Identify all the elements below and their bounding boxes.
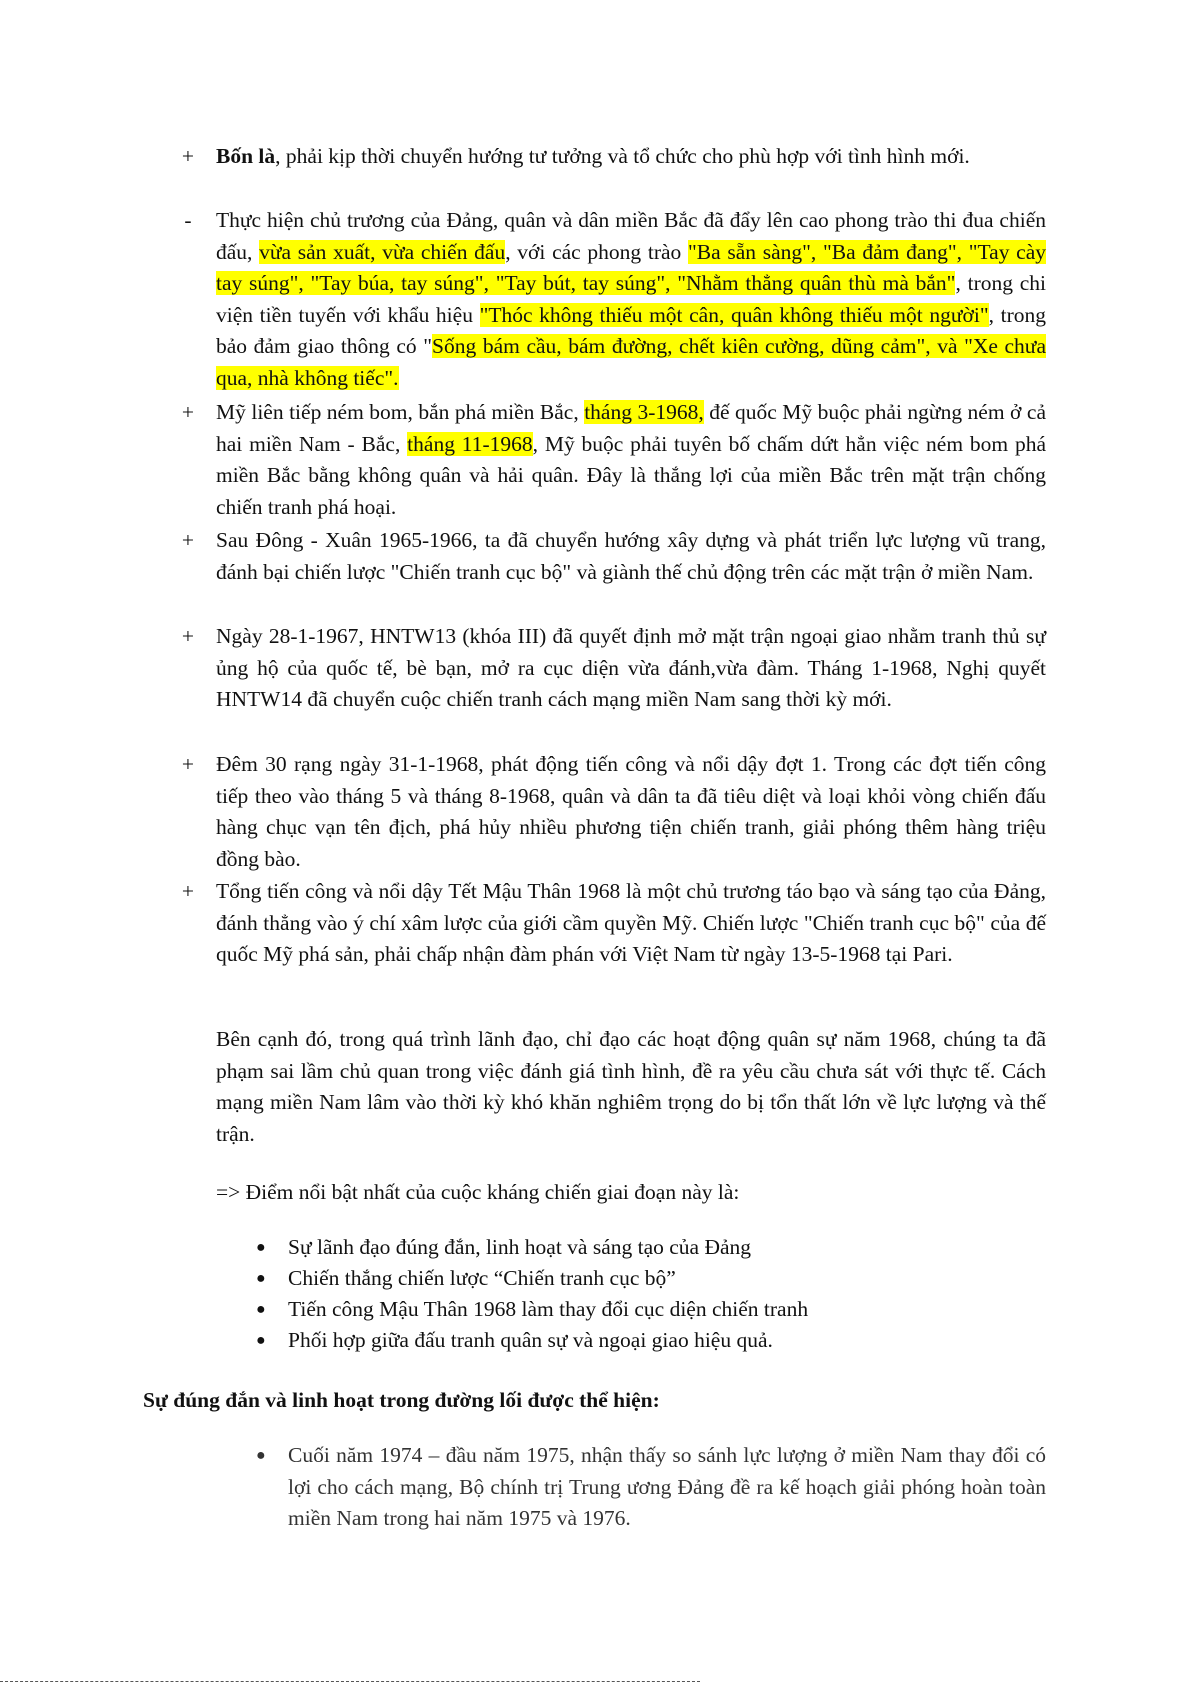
bullet-text: Chiến thắng chiến lược “Chiến tranh cục bộ” [288,1266,676,1290]
highlighted-text: vừa sản xuất, vừa chiến đấu [259,239,506,264]
bullet-text: Sự lãnh đạo đúng đắn, linh hoạt và sáng tạo của Đảng [288,1235,752,1259]
bullet-dot: ● [256,1301,266,1318]
plus-marker: + [181,752,195,776]
list-item [181,397,1046,523]
item-text: , trong bảo đảm giao thông có " [216,302,1046,358]
page-break-line [0,1681,700,1683]
plus-marker: + [181,144,195,168]
bullet-item [256,1232,1046,1264]
item-text: Thực hiện chủ trương của Đảng, quân và dân miền Bắc đã đẩy lên cao phong trào thi đua chiến đấu, [216,208,1046,264]
list-item [181,749,1046,875]
highlighted-text: Sống bám cầu, bám đường, chết kiên cường, dũng cảm", và "Xe chưa qua, nhà không tiếc". [216,334,1046,390]
item-text: , Mỹ buộc phải tuyên bố chấm dứt hẳn việc ném bom phá miền Bắc bằng không quân và hải quân. Đây là thắng lợi của miền Bắc trên mặt trận chống chiến tranh phá hoại. [216,431,1046,519]
list-item [181,141,1046,173]
bullet-text: Tiến công Mậu Thân 1968 làm thay đổi cục diện chiến tranh [288,1297,809,1321]
list-item [184,205,1046,394]
highlighted-text: tháng 11-1968 [407,431,533,456]
bullet-dot: ● [256,1270,266,1287]
bullet-dot: ● [256,1332,266,1349]
item-text: , trong chi viện tiền tuyến với khẩu hiệu [216,271,1046,327]
item-text: đế quốc Mỹ buộc phải ngừng ném ở cả hai miền Nam - Bắc, [216,400,1046,456]
item-text: Mỹ liên tiếp ném bom, bắn phá miền Bắc, [216,400,585,424]
list-item [181,621,1046,716]
bold-lead: Bốn là [216,144,276,168]
highlighted-text: "Thóc không thiếu một cân, quân không thiếu một người" [479,302,989,327]
highlighted-text: tháng 3-1968, [584,400,704,424]
bullet-text: Cuối năm 1974 – đầu năm 1975, nhận thấy so sánh lực lượng ở miền Nam thay đổi có lợi cho cách mạng, Bộ chính trị Trung ương Đảng đề ra kế hoạch giải phóng hoàn toàn miền Nam trong hai năm 1975 và 1976. [288,1443,1046,1530]
list-item [181,876,1046,971]
section-heading: Sự đúng đắn và linh hoạt trong đường lối được thể hiện: [143,1388,660,1412]
item-text: , với các phong trào [505,239,689,264]
plus-marker: + [181,528,195,552]
item-text: Tổng tiến công và nổi dậy Tết Mậu Thân 1968 là một chủ trương táo bạo và sáng tạo của Đảng, đánh thẳng vào ý chí xâm lược của giới cầm quyền Mỹ. Chiến lược "Chiến tranh cục bộ" của đế quốc Mỹ phá sản, phải chấp nhận đàm phán với Việt Nam từ ngày 13-5-1968 tại Pari. [216,879,1046,966]
item-text: Sau Đông - Xuân 1965-1966, ta đã chuyển hướng xây dựng và phát triển lực lượng vũ trang, đánh bại chiến lược "Chiến tranh cục bộ" và giành thế chủ động trên các mặt trận ở miền Nam. [216,528,1046,584]
bullet-item [256,1294,1046,1326]
bullet-item [256,1440,1046,1535]
bullet-item [256,1325,1046,1357]
item-text: Đêm 30 rạng ngày 31-1-1968, phát động tiến công và nổi dậy đợt 1. Trong các đợt tiến công tiếp theo vào tháng 5 và tháng 8-1968, quân và dân ta đã tiêu diệt và loại khỏi vòng chiến đấu hàng chục vạn tên địch, phá hủy nhiều phương tiện chiến tranh, giải phóng thêm hàng triệu đồng bào. [216,752,1046,871]
list-item [181,525,1046,588]
bullet-text: Phối hợp giữa đấu tranh quân sự và ngoại giao hiệu quả. [288,1328,773,1352]
conclusion-line: => Điểm nổi bật nhất của cuộc kháng chiến giai đoạn này là: [216,1180,740,1204]
plus-marker: + [181,624,195,648]
bullet-item [256,1263,1046,1295]
item-text: , phải kịp thời chuyển hướng tư tưởng và tổ chức cho phù hợp với tình hình mới. [275,144,970,168]
item-text: Ngày 28-1-1967, HNTW13 (khóa III) đã quyết định mở mặt trận ngoại giao nhằm tranh thủ sự ủng hộ của quốc tế, bè bạn, mở ra cục diện vừa đánh,vừa đàm. Tháng 1-1968, Nghị quyết HNTW14 đã chuyển cuộc chiến tranh cách mạng miền Nam sang thời kỳ mới. [216,624,1046,711]
plus-marker: + [181,879,195,903]
dash-marker: - [184,208,192,232]
bullet-dot: ● [256,1447,266,1464]
plus-marker: + [181,400,195,424]
highlighted-text: "Ba sẵn sàng", "Ba đảm đang", "Tay cày tay súng", "Tay búa, tay súng", "Tay bút, tay súng", "Nhằm thẳng quân thù mà bắn" [216,239,1046,295]
bullet-dot: ● [256,1239,266,1256]
body-paragraph: Bên cạnh đó, trong quá trình lãnh đạo, chỉ đạo các hoạt động quân sự năm 1968, chúng ta đã phạm sai lầm chủ quan trong việc đánh giá tình hình, đề ra yêu cầu chưa sát với thực tế. Cách mạng miền Nam lâm vào thời kỳ khó khăn nghiêm trọng do bị tổn thất lớn về lực lượng và thế trận. [216,1027,1046,1146]
